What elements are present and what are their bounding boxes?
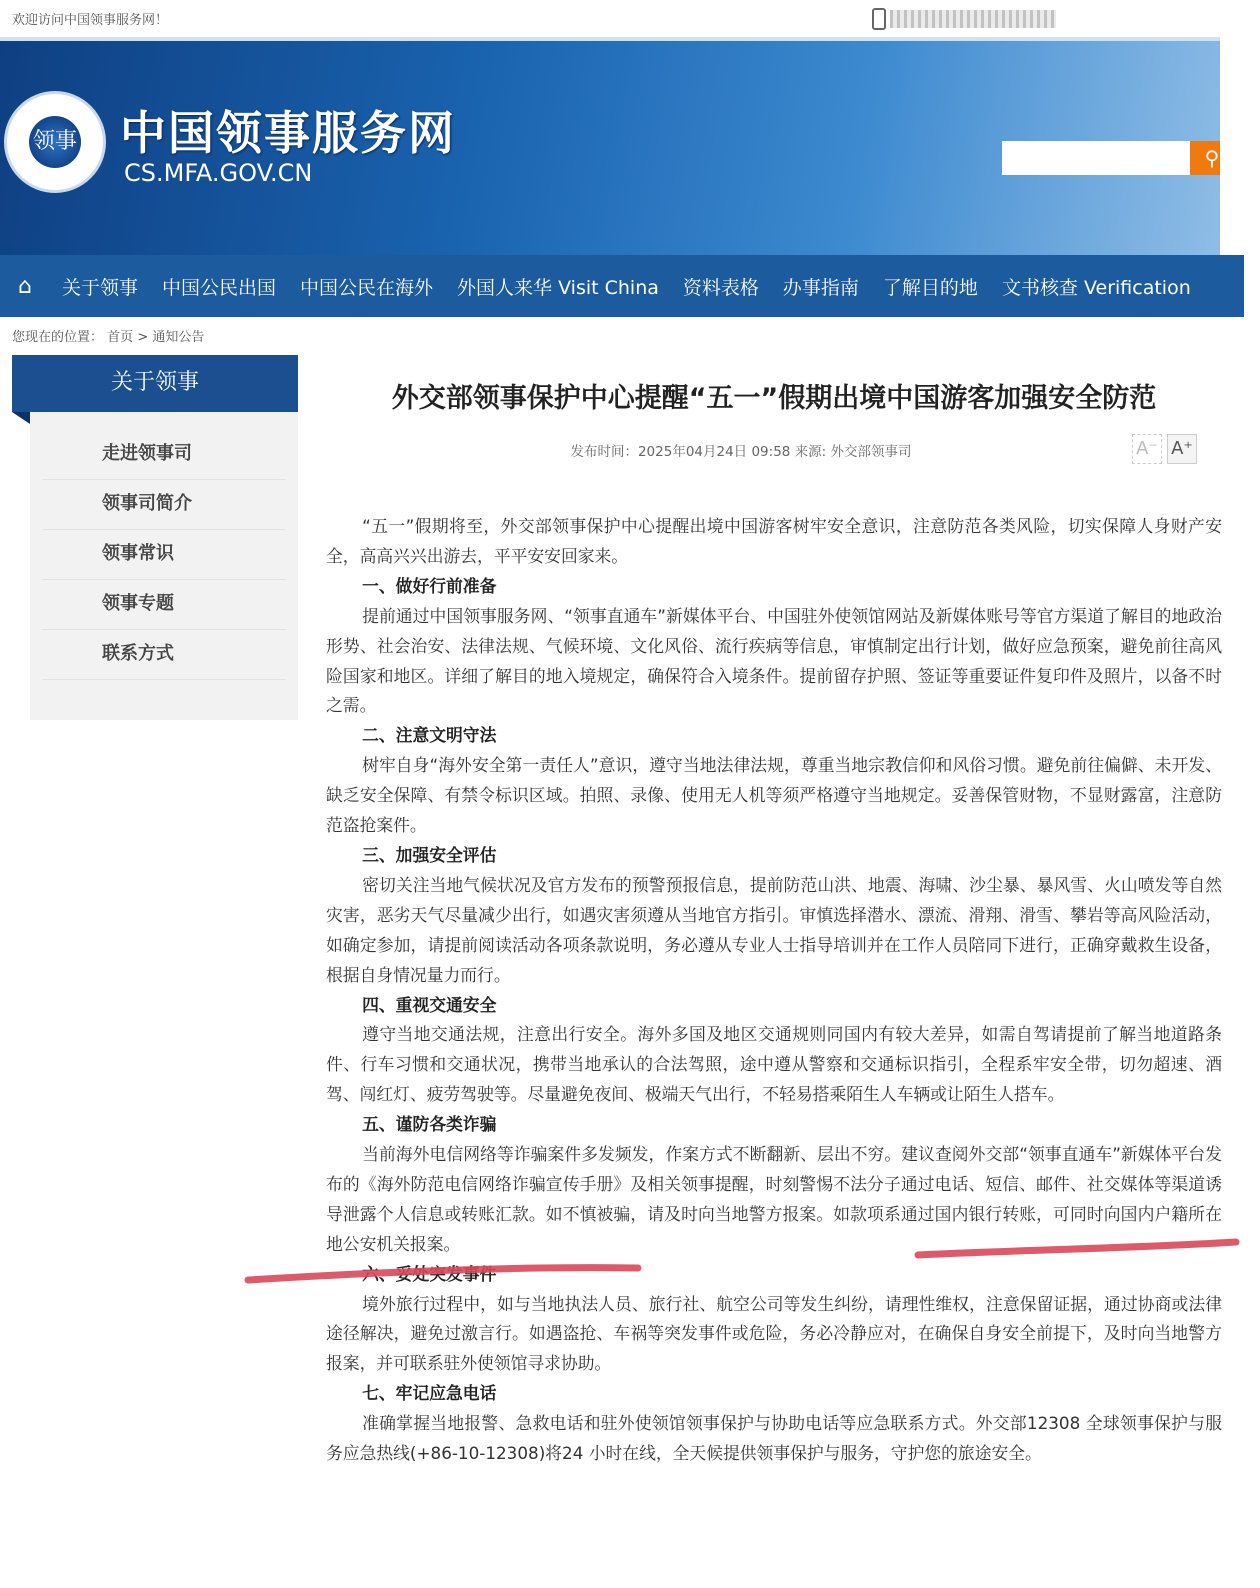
- article-body: [326, 512, 1222, 1469]
- section-heading: 五、谨防各类诈骗: [362, 1114, 497, 1135]
- intro-paragraph: “五一”假期将至，外交部领事保护中心提醒出境中国游客树牢安全意识，注意防范各类风险，切实保障人身财产安全，高高兴兴出游去，平平安安回家来。: [326, 516, 1222, 566]
- section-heading: 四、重视交通安全: [362, 994, 497, 1015]
- section-heading: 一、做好行前准备: [362, 575, 497, 596]
- blurred-link[interactable]: [890, 10, 1056, 28]
- sidebar-item[interactable]: 领事司简介: [42, 480, 286, 530]
- nav-guide[interactable]: 办事指南: [782, 276, 859, 299]
- nav-forms[interactable]: 资料表格: [682, 276, 759, 299]
- home-icon[interactable]: ⌂: [18, 273, 32, 299]
- font-decrease-button[interactable]: A⁻: [1132, 434, 1162, 464]
- site-header: [0, 37, 1220, 255]
- section-heading: 三、加强安全评估: [362, 844, 497, 865]
- search-input[interactable]: [1002, 141, 1190, 175]
- search-icon: ⚲: [1204, 146, 1220, 170]
- section-paragraph: 树牢自身“海外安全第一责任人”意识，遵守当地法律法规，尊重当地宗教信仰和风俗习惯。避免前往偏僻、未开发、缺乏安全保障、有禁令标识区域。拍照、录像、使用无人机等须严格遵守当地规定。妥善保管财物，不显财露富，注意防范盗抢案件。: [326, 755, 1222, 836]
- nav-going-abroad[interactable]: 中国公民出国: [162, 276, 277, 299]
- section-paragraph: 密切关注当地气候状况及官方发布的预警预报信息，提前防范山洪、地震、海啸、沙尘暴、暴风雪、火山喷发等自然灾害，恶劣天气尽量减少出行，如遇灾害须遵从当地官方指引。审慎选择潜水、漂流、滑翔、滑雪、攀岩等高风险活动，如确定参加，请提前阅读活动各项条款说明，务必遵从专业人士指导培训并在工作人员陪同下进行，正确穿戴救生设备，根据自身情况量力而行。: [326, 874, 1222, 985]
- logo-emblem: 领事: [29, 116, 81, 168]
- section-heading: 六、妥处突发事件: [362, 1263, 497, 1284]
- sidebar-item[interactable]: 领事专题: [42, 580, 286, 630]
- top-bar: [0, 0, 1260, 37]
- sidebar-fold: [12, 412, 30, 424]
- section-paragraph: 当前海外电信网络等诈骗案件多发频发，作案方式不断翻新、层出不穷。建议查阅外交部“领事直通车”新媒体平台发布的《海外防范电信网络诈骗宣传手册》及相关领事提醒，时刻警惕不法分子通过电话、短信、邮件、社交媒体等渠道诱导泄露个人信息或转账汇款。如不慎被骗，请及时向当地警方报案。如款项系通过国内银行转账，可同时向国内户籍所在地公安机关报案。: [326, 1144, 1222, 1254]
- site-url: CS.MFA.GOV.CN: [124, 159, 313, 187]
- nav-verification[interactable]: 文书核查 Verification: [1001, 276, 1191, 299]
- section-heading: 二、注意文明守法: [362, 725, 497, 746]
- consular-logo[interactable]: [4, 91, 106, 193]
- nav-destinations[interactable]: 了解目的地: [882, 276, 978, 299]
- section-paragraph: 境外旅行过程中，如与当地执法人员、旅行社、航空公司等发生纠纷，请理性维权，注意保留证据，通过协商或法律途径解决，避免过激言行。如遇盗抢、车祸等突发事件或危险，务必冷静应对，在确保自身安全前提下，及时向当地警方报案，并可联系驻外使领馆寻求协助。: [326, 1293, 1222, 1374]
- breadcrumb-sep: >: [137, 330, 149, 345]
- breadcrumb-label: 您现在的位置：: [12, 330, 104, 345]
- site-name[interactable]: 中国领事服务网: [120, 106, 456, 160]
- article-meta: 发布时间：2025年04月24日 09:58 来源: 外交部领事司: [570, 444, 912, 460]
- breadcrumb-home[interactable]: 首页: [107, 330, 134, 345]
- breadcrumb-current[interactable]: 通知公告: [152, 330, 205, 345]
- main-nav: [0, 255, 1244, 317]
- section-paragraph: 遵守当地交通法规，注意出行安全。海外多国及地区交通规则同国内有较大差异，如需自驾请提前了解当地道路条件、行车习惯和交通状况，携带当地承认的合法驾照，途中遵从警察和交通标识指引，全程系牢安全带，切勿超速、酒驾、闯红灯、疲劳驾驶等。尽量避免夜间、极端天气出行，不轻易搭乘陌生人车辆或让陌生人搭车。: [326, 1024, 1222, 1105]
- sidebar-item[interactable]: 联系方式: [42, 630, 286, 680]
- nav-citizens-overseas[interactable]: 中国公民在海外: [300, 276, 434, 299]
- sidebar-title: 关于领事: [12, 355, 298, 412]
- font-increase-button[interactable]: A⁺: [1167, 434, 1197, 464]
- sidebar-item[interactable]: 领事常识: [42, 530, 286, 580]
- nav-visit-china[interactable]: 外国人来华 Visit China: [457, 276, 659, 299]
- mobile-icon[interactable]: [872, 8, 886, 30]
- section-heading: 七、牢记应急电话: [362, 1383, 497, 1404]
- section-paragraph: 准确掌握当地报警、急救电话和驻外使领馆领事保护与协助电话等应急联系方式。外交部12308 全球领事保护与服务应急热线(+86-10-12308)将24 小时在线，全天候提供领事保护与服务，守护您的旅途安全。: [326, 1413, 1222, 1464]
- sidebar-menu: [30, 412, 298, 720]
- search-button[interactable]: [1190, 141, 1220, 175]
- nav-about[interactable]: 关于领事: [62, 276, 139, 299]
- breadcrumb: [12, 326, 204, 345]
- article-title: 外交部领事保护中心提醒“五一”假期出境中国游客加强安全防范: [391, 383, 1157, 414]
- section-paragraph: 提前通过中国领事服务网、“领事直通车”新媒体平台、中国驻外使领馆网站及新媒体账号等官方渠道了解目的地政治形势、社会治安、法律法规、气候环境、文化风俗、流行疾病等信息，审慎制定出行计划，做好应急预案，避免前往高风险国家和地区。详细了解目的地入境规定，确保符合入境条件。提前留存护照、签证等重要证件复印件及照片，以备不时之需。: [326, 605, 1222, 716]
- sidebar-item[interactable]: 走进领事司: [42, 430, 286, 480]
- welcome-text: 欢迎访问中国领事服务网！: [12, 13, 169, 28]
